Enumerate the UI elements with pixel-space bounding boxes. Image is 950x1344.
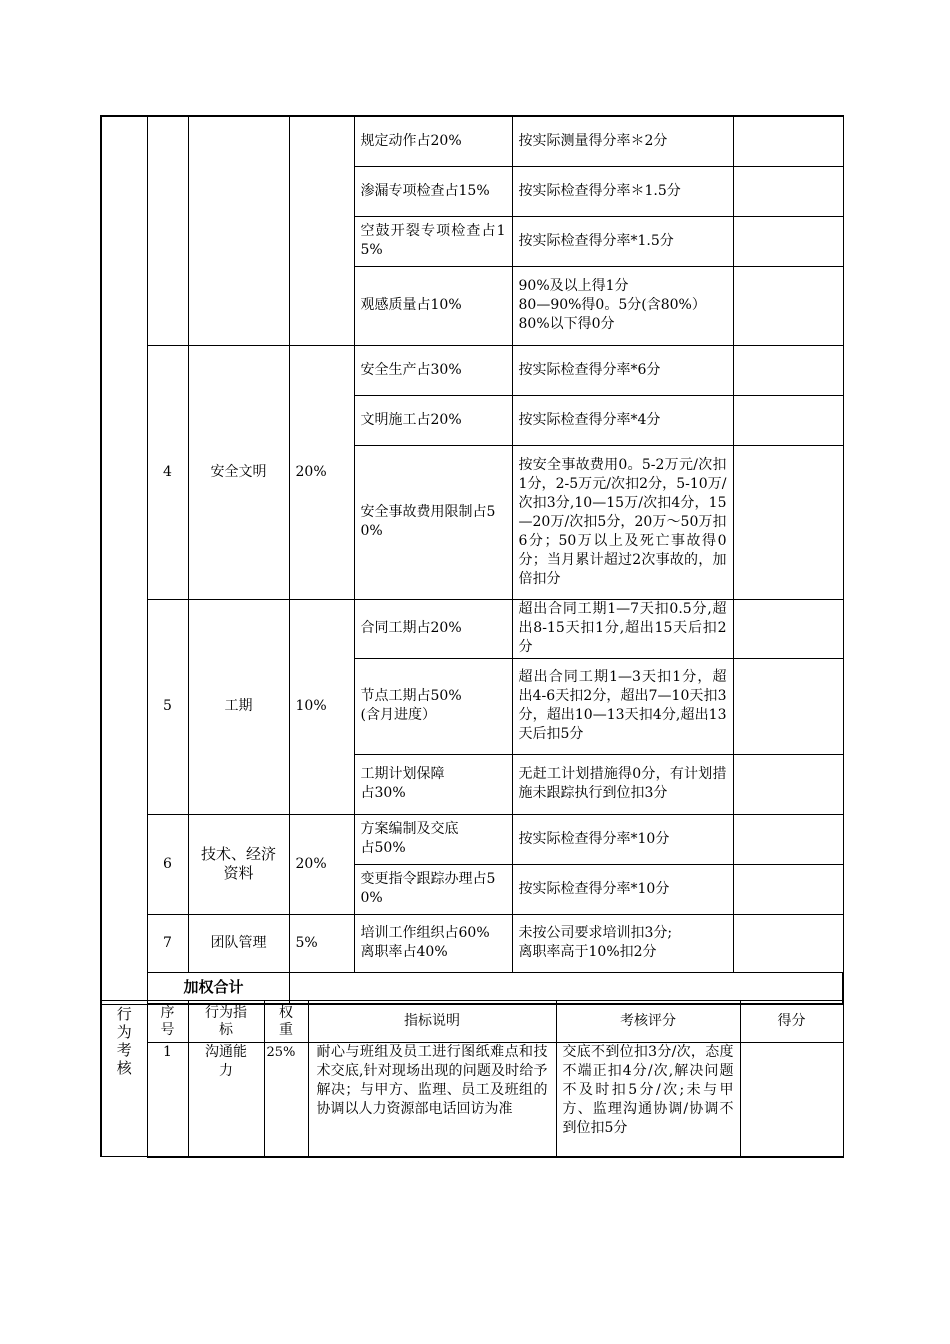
row-score	[740, 1043, 843, 1157]
scoring-method: 无赶工计划措施得0分，有计划措施未跟踪执行到位扣3分	[512, 754, 733, 814]
col-header-indicator: 行为指 标	[188, 1001, 264, 1043]
performance-table	[100, 115, 844, 1005]
score-cell	[733, 754, 843, 814]
weight-cell: 5%	[289, 914, 354, 972]
score-cell	[733, 166, 843, 216]
sub-indicator: 工期计划保障 占30%	[354, 754, 512, 814]
scoring-method: 按实际检查得分率＊1.5分	[512, 166, 733, 216]
behavior-section-label: 行 为 考 核	[101, 1001, 147, 1157]
weight-cell	[289, 116, 354, 345]
seq-cell	[147, 116, 188, 345]
score-cell	[733, 345, 843, 395]
seq-cell: 6	[147, 814, 188, 914]
score-cell	[733, 266, 843, 345]
score-cell	[733, 445, 843, 599]
col-header-weight: 权 重	[264, 1001, 308, 1043]
col-header-score: 得分	[740, 1001, 843, 1043]
table-row	[101, 1043, 843, 1157]
indicator-name-cell	[188, 116, 289, 345]
table-row	[101, 345, 843, 395]
col-header-description: 指标说明	[308, 1001, 556, 1043]
row-no: 1	[147, 1043, 188, 1157]
scoring-method: 超出合同工期1—3天扣1分，超出4-6天扣2分，超出7—10天扣3分，超出10—13天扣4分,超出13天后扣5分	[512, 658, 733, 754]
col-header-no: 序 号	[147, 1001, 188, 1043]
scoring-method: 按实际检查得分率*4分	[512, 395, 733, 445]
row-evaluation: 交底不到位扣3分/次，态度不端正扣4分/次,解决问题不及时扣5分/次;未与甲方、监理沟通协调/协调不到位扣5分	[556, 1043, 740, 1157]
scoring-method: 按实际检查得分率*6分	[512, 345, 733, 395]
indicator-name-cell: 团队管理	[188, 914, 289, 972]
scoring-method: 按实际检查得分率*10分	[512, 864, 733, 914]
scoring-method: 未按公司要求培训扣3分; 离职率高于10%扣2分	[512, 914, 733, 972]
sub-indicator: 规定动作占20%	[354, 116, 512, 166]
score-cell	[733, 395, 843, 445]
weighted-total-label: 加权合计	[147, 972, 289, 1004]
scoring-method: 按实际检查得分率*10分	[512, 814, 733, 864]
sub-indicator: 观感质量占10%	[354, 266, 512, 345]
score-cell	[733, 116, 843, 166]
table-row	[101, 116, 843, 166]
score-cell	[733, 599, 843, 658]
sub-indicator: 文明施工占20%	[354, 395, 512, 445]
table-row	[101, 914, 843, 972]
sub-indicator: 方案编制及交底 占50%	[354, 814, 512, 864]
scoring-method: 90%及以上得1分 80—90%得0。5分(含80%） 80%以下得0分	[512, 266, 733, 345]
sub-indicator: 渗漏专项检查占15%	[354, 166, 512, 216]
scoring-method: 超出合同工期1—7天扣0.5分,超出8-15天扣1分,超出15天后扣2分	[512, 599, 733, 658]
row-indicator: 沟通能 力	[188, 1043, 264, 1157]
row-description: 耐心与班组及员工进行图纸难点和技术交底,针对现场出现的问题及时给予解决；与甲方、监理、员工及班组的协调以人力资源部电话回访为准	[308, 1043, 556, 1157]
row-weight: 25%	[264, 1043, 308, 1157]
indicator-name-cell: 工期	[188, 599, 289, 814]
seq-cell: 5	[147, 599, 188, 814]
seq-cell: 7	[147, 914, 188, 972]
indicator-name-cell: 技术、经济资料	[188, 814, 289, 914]
scoring-method: 按实际测量得分率＊2分	[512, 116, 733, 166]
sub-indicator: 培训工作组织占60% 离职率占40%	[354, 914, 512, 972]
table-row	[101, 599, 843, 658]
indicator-name-cell: 安全文明	[188, 345, 289, 599]
behavior-table	[100, 1000, 844, 1158]
weight-cell: 20%	[289, 345, 354, 599]
score-cell	[733, 914, 843, 972]
sub-indicator: 变更指令跟踪办理占50%	[354, 864, 512, 914]
weight-cell: 10%	[289, 599, 354, 814]
score-cell	[733, 216, 843, 266]
sub-indicator: 空鼓开裂专项检查占15%	[354, 216, 512, 266]
section-cell	[101, 116, 147, 1004]
sub-indicator: 合同工期占20%	[354, 599, 512, 658]
table-row	[101, 814, 843, 864]
score-cell	[733, 658, 843, 754]
sub-indicator: 安全生产占30%	[354, 345, 512, 395]
col-header-evaluation: 考核评分	[556, 1001, 740, 1043]
table-header-row	[101, 1001, 843, 1043]
scoring-method: 按实际检查得分率*1.5分	[512, 216, 733, 266]
weight-cell: 20%	[289, 814, 354, 914]
seq-cell: 4	[147, 345, 188, 599]
sub-indicator: 节点工期占50% (含月进度）	[354, 658, 512, 754]
score-cell	[733, 864, 843, 914]
scoring-method: 按安全事故费用0。5-2万元/次扣1分，2-5万元/次扣2分，5-10万/次扣3分,10—15万/次扣4分，15—20万/次扣5分，20万～50万扣6分；50万以上及死亡事故得0分；当月累计超过2次事故的，加倍扣分	[512, 445, 733, 599]
score-cell	[733, 814, 843, 864]
sub-indicator: 安全事故费用限制占50%	[354, 445, 512, 599]
